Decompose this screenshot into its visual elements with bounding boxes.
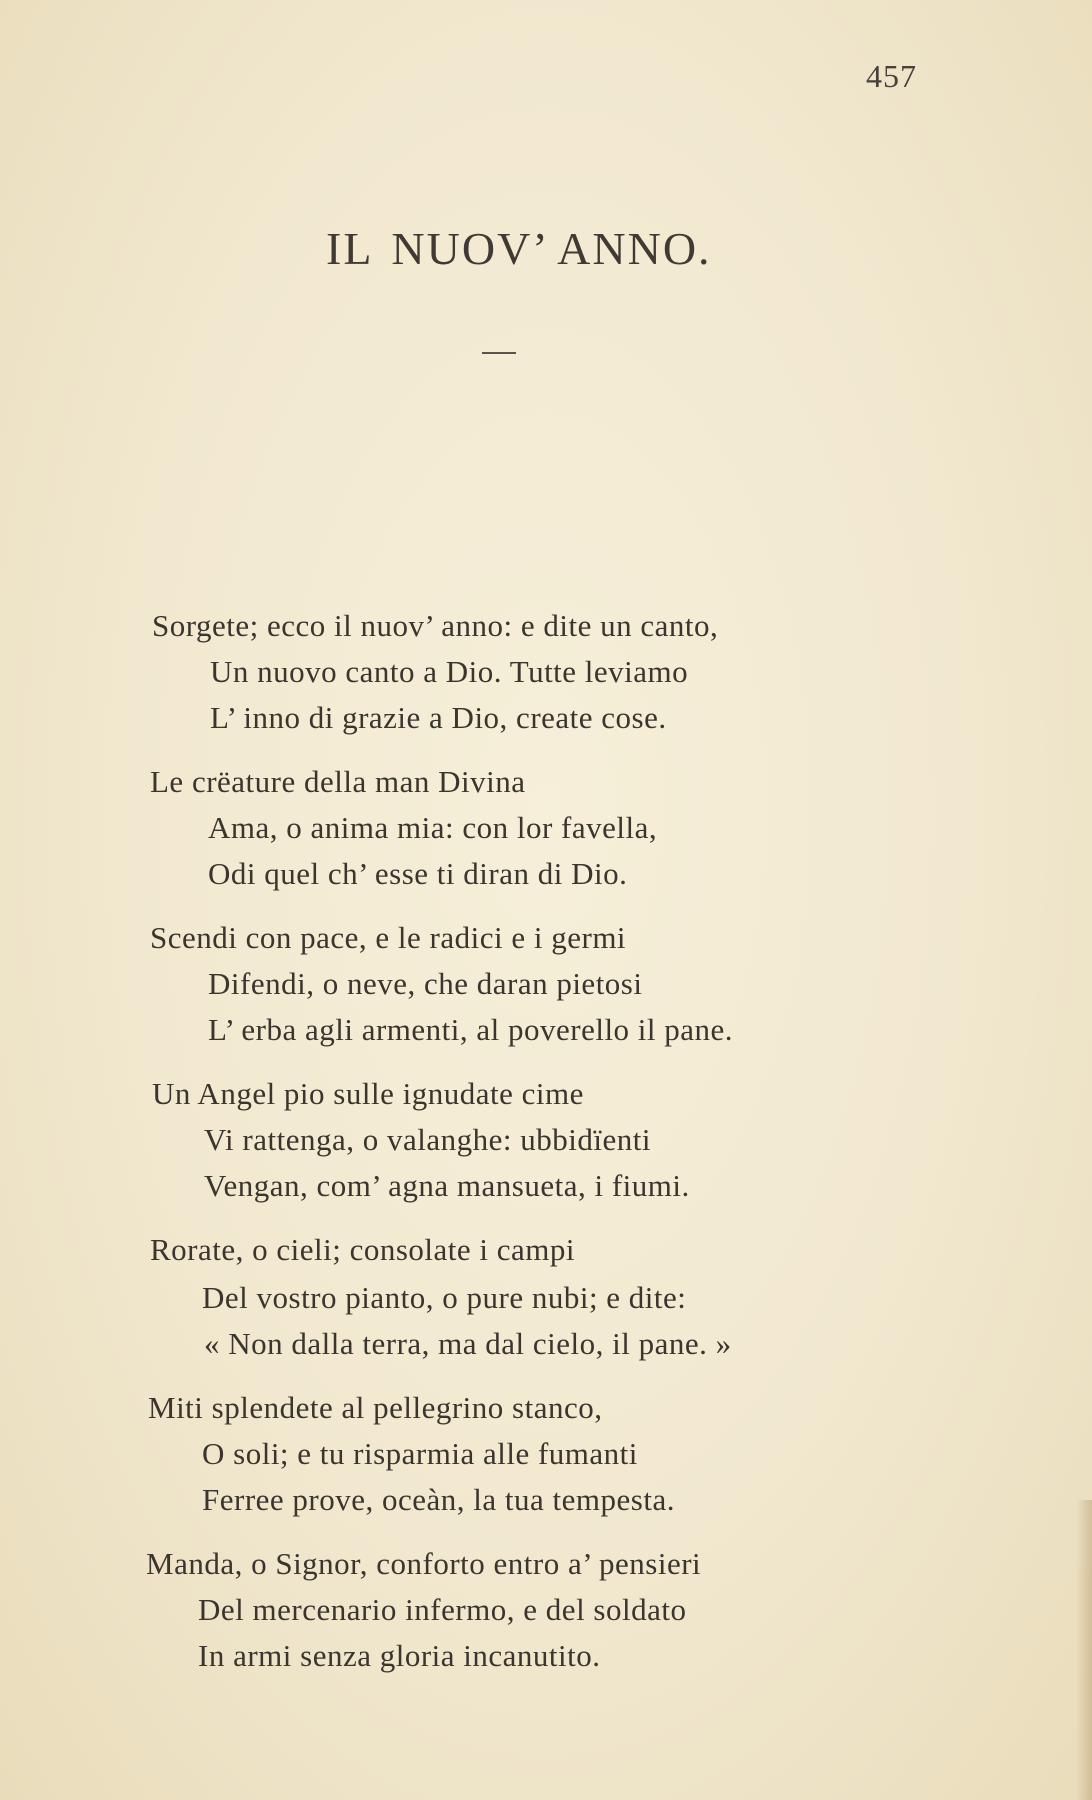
verse-line: Del vostro pianto, o pure nubi; e dite: <box>202 1280 687 1315</box>
title-separator-rule <box>482 352 516 354</box>
verse-line: « Non dalla terra, ma dal cielo, il pane. » <box>204 1326 732 1361</box>
verse-line: Rorate, o cieli; consolate i campi <box>150 1232 576 1267</box>
verse-line: Manda, o Signor, conforto entro a’ pensieri <box>146 1546 702 1581</box>
verse-line: Difendi, o neve, che daran pietosi <box>208 966 643 1001</box>
verse-line: Un Angel pio sulle ignudate cime <box>152 1076 584 1111</box>
verse-line: Vi rattenga, o valanghe: ubbidïenti <box>204 1122 651 1157</box>
verse-line: Odi quel ch’ esse ti diran di Dio. <box>208 856 628 891</box>
verse-line: Scendi con pace, e le radici e i germi <box>150 920 627 955</box>
verse-line: Ferree prove, oceàn, la tua tempesta. <box>202 1482 675 1517</box>
verse-line: Vengan, com’ agna mansueta, i fiumi. <box>204 1168 690 1203</box>
verse-line: Sorgete; ecco il nuov’ anno: e dite un canto, <box>152 608 719 643</box>
verse-line: O soli; e tu risparmia alle fumanti <box>202 1436 638 1471</box>
poem-title <box>326 222 712 275</box>
verse-line: Del mercenario infermo, e del soldato <box>198 1592 687 1627</box>
verse-line: In armi senza gloria incanutito. <box>198 1638 601 1673</box>
verse-line: Le crëature della man Divina <box>150 764 526 799</box>
poem-title-part1: IL <box>326 223 374 274</box>
verse-line: Miti splendete al pellegrino stanco, <box>148 1390 603 1425</box>
page-edge-shadow <box>1076 1500 1092 1800</box>
page-number: 457 <box>866 58 917 94</box>
verse-line: Ama, o anima mia: con lor favella, <box>208 810 658 845</box>
poem-title-part2: NUOV’ ANNO. <box>391 223 712 274</box>
verse-line: Un nuovo canto a Dio. Tutte leviamo <box>210 654 689 689</box>
verse-line: L’ erba agli armenti, al poverello il pane. <box>208 1012 734 1047</box>
verse-line: L’ inno di grazie a Dio, create cose. <box>210 700 667 735</box>
